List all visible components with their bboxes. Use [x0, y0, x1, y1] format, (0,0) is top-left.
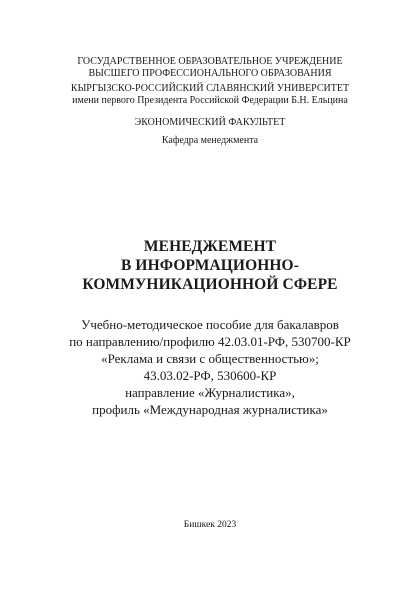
- subtitle-line-6: профиль «Международная журналистика»: [92, 402, 328, 417]
- institution-line-2: ВЫСШЕГО ПРОФЕССИОНАЛЬНОГО ОБРАЗОВАНИЯ: [88, 68, 332, 79]
- subtitle-line-2: по направлению/профилю 42.03.01-РФ, 530700-КР: [69, 334, 351, 349]
- institution-line-1: ГОСУДАРСТВЕННОЕ ОБРАЗОВАТЕЛЬНОЕ УЧРЕЖДЕНИЕ: [77, 56, 343, 67]
- subtitle-line-5: направление «Журналистика»,: [125, 385, 295, 400]
- document-title-line-3: КОММУНИКАЦИОННОЙ СФЕРЕ: [82, 276, 338, 293]
- university-named-after: имени первого Президента Российской Федерации Б.Н. Ельцина: [72, 95, 348, 106]
- subtitle-line-4: 43.03.02-РФ, 530600-КР: [143, 368, 277, 383]
- document-title-line-2: В ИНФОРМАЦИОННО-: [121, 257, 299, 274]
- place-and-year: Бишкек 2023: [183, 520, 237, 530]
- university-name: КЫРГЫЗСКО-РОССИЙСКИЙ СЛАВЯНСКИЙ УНИВЕРСИТЕТ: [70, 83, 350, 94]
- subtitle-line-3: «Реклама и связи с общественностью»;: [101, 351, 319, 366]
- faculty-name: ЭКОНОМИЧЕСКИЙ ФАКУЛЬТЕТ: [134, 117, 286, 128]
- document-title-line-1: МЕНЕДЖЕМЕНТ: [143, 238, 277, 255]
- subtitle-line-1: Учебно-методическое пособие для бакалавров: [81, 317, 339, 332]
- department-name: Кафедра менеджмента: [161, 135, 259, 146]
